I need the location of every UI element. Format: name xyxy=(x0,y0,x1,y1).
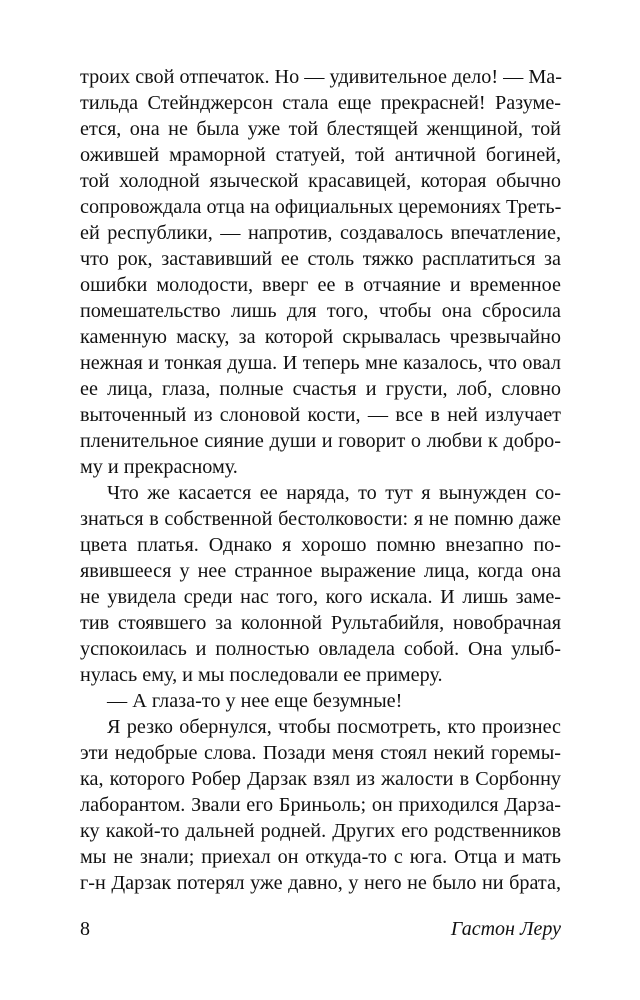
text-line: выточенный из слоновой кости, — все в ней излучает xyxy=(80,404,561,426)
text-line: му и прекрасному. xyxy=(80,456,238,478)
text-line: эти недобрые слова. Позади меня стоял некий горемы- xyxy=(80,742,561,764)
text-line: троих свой отпечаток. Но — удивительное дело! — Ма- xyxy=(80,66,562,88)
text-line: что рок, заставивший ее столь тяжко расплатиться за xyxy=(80,248,561,270)
paragraph xyxy=(80,480,561,688)
page-footer xyxy=(80,915,561,943)
text-line: не увидела среди нас того, кого искала. И лишь заме- xyxy=(80,586,561,608)
text-line: тильда Стейнджерсон стала еще прекрасней! Разуме- xyxy=(80,92,561,114)
text-line: Я резко обернулся, чтобы посмотреть, кто произнес xyxy=(107,716,561,738)
text-line: мы не знали; приехал он откуда-то с юга. Отца и мать xyxy=(80,846,561,868)
text-line: нежная и тонкая душа. И теперь мне казалось, что овал xyxy=(80,352,561,374)
text-line: Что же касается ее наряда, то тут я вынужден со- xyxy=(107,482,561,504)
text-line: каменную маску, за которой скрывалась чрезвычайно xyxy=(80,326,561,348)
text-line: ее лица, глаза, полные счастья и грусти, лоб, словно xyxy=(80,378,561,400)
paragraph xyxy=(80,714,561,896)
body-text xyxy=(80,64,561,896)
text-line: ожившей мраморной статуей, той античной богиней, xyxy=(80,144,561,166)
text-line: г-н Дарзак потерял уже давно, у него не было ни брата, xyxy=(80,872,561,894)
text-line: — А глаза-то у нее еще безумные! xyxy=(107,690,403,712)
paragraph xyxy=(80,64,561,480)
text-line: ку какой-то дальней родней. Других его родственников xyxy=(80,820,561,842)
text-line: ется, она не была уже той блестящей женщиной, той xyxy=(80,118,561,140)
text-line: ошибки молодости, вверг ее в отчаяние и временное xyxy=(80,274,561,296)
text-line: явившееся у нее странное выражение лица, когда она xyxy=(80,560,561,582)
text-line: успокоилась и полностью овладела собой. Она улыб- xyxy=(80,638,561,660)
text-line: знаться в собственной бестолковости: я не помню даже xyxy=(80,508,561,530)
text-line: ей республики, — напротив, создавалось впечатление, xyxy=(80,222,561,244)
text-line: помешательство лишь для того, чтобы она сбросила xyxy=(80,300,561,322)
paragraph xyxy=(80,688,561,714)
text-line: тив стоявшего за колонной Рультабийля, новобрачная xyxy=(80,612,561,634)
page-number: 8 xyxy=(80,918,90,940)
text-line: нулась ему, и мы последовали ее примеру. xyxy=(80,664,443,686)
text-line: цвета платья. Однако я хорошо помню внезапно по- xyxy=(80,534,561,556)
text-line: той холодной языческой красавицей, которая обычно xyxy=(80,170,561,192)
running-head-author: Гастон Леру xyxy=(450,918,561,940)
text-line: лаборантом. Звали его Бриньоль; он приходился Дарза- xyxy=(80,794,561,816)
text-line: пленительное сияние души и говорит о любви к добро- xyxy=(80,430,561,452)
text-line: ка, которого Робер Дарзак взял из жалости в Сорбонну xyxy=(80,768,561,790)
text-line: сопровождала отца на официальных церемониях Треть- xyxy=(80,196,562,218)
